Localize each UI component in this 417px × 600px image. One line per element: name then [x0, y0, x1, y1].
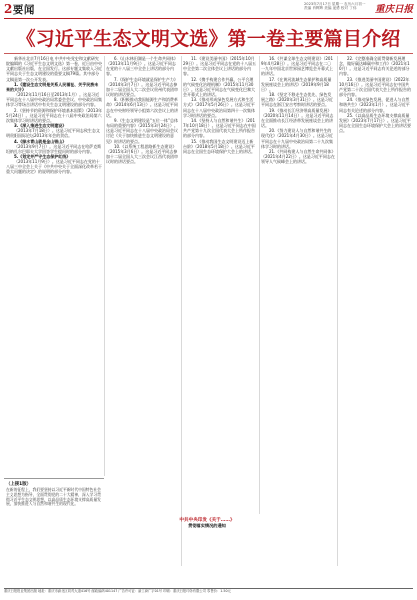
- paragraph: （2013年7月18日）。这是习近平同志致生态文明贵阳国际论坛2013年年会的贺信。: [6, 128, 100, 139]
- paragraph: 5.《划定并严守生态保护红线》: [14, 153, 71, 159]
- paragraph: 21.《共同构建人与自然生命共同体》（2021年4月22日）。这是习近平同志在领导人气候峰会上的讲话。: [261, 148, 335, 165]
- paragraph: 1.《建设生态文明是关系人民福祉、关乎民族未来的大计》: [6, 81, 99, 92]
- box-title: （上接1版）: [6, 482, 32, 487]
- paragraph: 16.《共谋全球生态文明建设》（2019年4月28日）。这是习近平同志在二〇一九年中国北京世界园艺博览会开幕式上的讲话。: [261, 56, 333, 77]
- box-body: 在新的征程上，我们要坚持以习近平新时代中国特色社会主义思想为指导，全面贯彻党的二十大精神，深入学习贯彻习近平生态文明思想，以高品质生态环境支撑高质量发展，加快推进人与自然和谐共生的现代化。: [6, 487, 101, 507]
- paragraph: 17.《在黄河流域生态保护和高质量发展座谈会上的讲话》（2019年9月18日）。: [261, 76, 332, 92]
- paragraph: 24.《推动绿色发展，促进人与自然和谐共生》（2023年1月）。这是习近平同志有关论述的部分内容。: [339, 97, 410, 113]
- paragraph: （2013年11月9日）。这是习近平同志在党的十八届三中全会上关于《中共中央关于全面深化改革若干重大问题的决定》的说明的部分内容。: [6, 159, 102, 175]
- column-3: [181, 56, 260, 514]
- column-4: [259, 56, 338, 566]
- issue-info: 2023年7月17日 星期一 农历六月初一 责编 肖辉辉 美编 庞勇 校对 丁伟: [304, 2, 366, 11]
- paragraph: 8.《积极推动我国能源生产和消费革命》（2014年6月13日）。这是习近平同志在中央财经领导小组第六次会议上的讲话。: [106, 97, 178, 118]
- paragraph: 23.《推进美丽中国建设》（2022年10月16日）。这是习近平同志在中国共产党第二十次全国代表大会上所作报告的部分内容。: [339, 76, 411, 98]
- paragraph: （2012年11月16日至2013年1月）。这是习近平同志在十八届中央政治局常委会会议、中央政治局集体学习等场合讲话中有关生态文明建设的部分内容。: [6, 92, 102, 108]
- paragraph: 6.《山水林田湖是一个生命共同体》（2013年11月9日）。这是习近平同志在党的十八届三中全会上讲话的部分内容。: [106, 56, 178, 77]
- paragraph: 4.《绿水青山就是金山银山》: [14, 138, 67, 144]
- sidebar-subtitle: 贯彻落实情况的通知: [188, 523, 226, 529]
- headline-divider: [4, 53, 413, 54]
- paragraph: 7.《保护生态环境就是保护生产力》（2014年3月7日）。这是习近平同志参加十二届全国人大二次会议贵州代表团审议时的讲话要点。: [106, 76, 178, 98]
- paragraph: 3.《深入推进生态文明建设》: [14, 123, 67, 129]
- paragraph: 2.《坚持节约资源和保护环境基本国策》（2013年5月24日）。这是习近平同志在十八届中央政治局第六次集体学习时讲话的要点。: [6, 107, 102, 123]
- page-footer: 重庆日报报业集团出版 地址：重庆市渝北区同茂大道416号 邮政编码401147 广告许可证：渝工商广字01号 印刷：重庆日报印务有限公司 零售价：1.50元: [4, 588, 413, 599]
- section-title: [4, 2, 35, 17]
- page-number: 2: [4, 2, 13, 16]
- paragraph: 22.《完整准确全面贯彻新发展理念，做好碳达峰碳中和工作》（2021年10月）。这是习近平同志有关论述的部分内容。: [339, 56, 410, 77]
- newspaper-logo: 重庆日报: [374, 4, 413, 15]
- paragraph: 25.《以高品质生态环境支撑高质量发展》（2023年7月17日）。这是习近平同志在全国生态环境保护大会上的讲话要点。: [339, 112, 411, 134]
- column-1: [4, 56, 105, 476]
- paragraph: （2013年9月7日）。这是习近平同志在哈萨克斯坦纳扎尔巴耶夫大学回答学生提问时的部分内容。: [6, 143, 102, 154]
- section-name: 要闻: [12, 4, 35, 16]
- paragraph: 20.《努力建设人与自然和谐共生的现代化》（2021年4月30日）。这是习近平同志在十九届中央政治局第二十九次集体学习时的讲话。: [261, 128, 333, 149]
- paragraph: 11.《建设美丽中国》（2015年10月29日）。这是习近平同志在党的十八届五中全会第二次全体会议上讲话的部分内容。: [183, 56, 257, 77]
- article-headline: 《习近平生态文明文选》第一卷主要篇目介绍: [16, 28, 401, 50]
- paragraph: 12.《携手构建合作共赢、公平合理的气候变化治理机制》（2015年11月30日）。这是习近平同志在气候变化巴黎大会开幕式上的讲话。: [183, 76, 255, 98]
- column-2: [104, 56, 182, 566]
- paragraph: 15.《推动我国生态文明建设迈上新台阶》（2018年5月18日）。这是习近平同志在全国生态环境保护大会上的讲话。: [183, 138, 255, 154]
- paragraph: 10.《以系统工程思路抓生态建设》（2015年3月6日）。这是习近平同志参加十二届全国人大三次会议江西代表团审议时的讲话要点。: [106, 143, 178, 165]
- paragraph: 19.《推动长江经济带高质量发展》（2020年11月14日）。这是习近平同志在全面推动长江经济带发展座谈会上的讲话。: [261, 107, 334, 129]
- paragraph: 14.《坚持人与自然和谐共生》（2017年10月18日）。这是习近平同志在中国共产党第十九次全国代表大会上所作报告的部分内容。: [183, 117, 256, 139]
- sidebar-title: 中共中央印发《关于……》: [179, 518, 235, 523]
- paragraph: 13.《推动形成绿色发展方式和生活方式》（2017年5月26日）。这是习近平同志在十八届中央政治局第四十一次集体学习时讲话的要点。: [183, 97, 255, 118]
- paragraph: 18.《坚定不移走生态优先、绿色发展之路》（2020年3月31日）。这是习近平同志在浙江安吉考察时讲话的要点。: [261, 92, 333, 108]
- masthead: [4, 2, 413, 19]
- paragraph: 9.《生态文明建设是“五位一体”总体布局的重要内容》（2015年3月24日）。这是习近平同志在十八届中央政治局会议讨论《关于加快推进生态文明建设的意见》时讲话的要点。: [106, 117, 178, 144]
- column-5: [337, 56, 413, 566]
- continued-article-box: [4, 478, 104, 567]
- paragraph: 新华社北京7月16日电 中共中央党史和文献研究院编辑的《习近平生态文明文选》第一卷，近日由中央文献出版社出版，在全国发行。这部专题文集收入习近平同志关于生态文明建设的重要文稿79篇。其中部分文稿是第一次公开发表。: [6, 56, 102, 82]
- sidebar-headline: [176, 518, 238, 530]
